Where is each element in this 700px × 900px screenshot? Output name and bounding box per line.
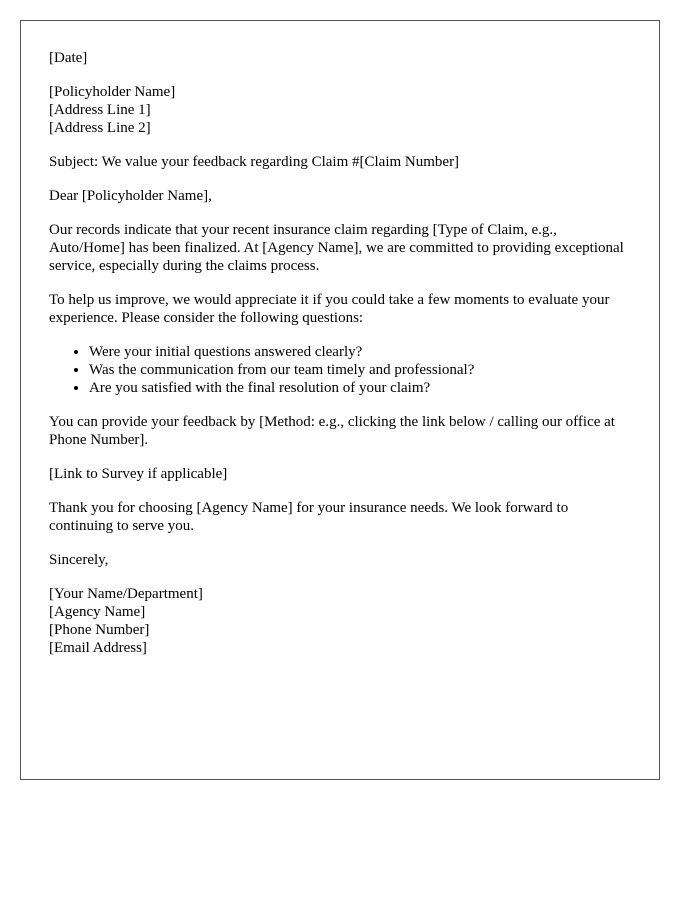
feedback-question: • Was the communication from our team timely and professional? — [89, 361, 631, 379]
letter-page — [20, 20, 660, 780]
feedback-questions-list — [49, 343, 631, 397]
feedback-question: • Were your initial questions answered clearly? — [89, 343, 631, 361]
signature-phone-number: [Phone Number] — [49, 622, 150, 638]
letter-paragraph-evaluate: To help us improve, we would appreciate it if you could take a few moments to evaluate your experience. Please consider the following questions: — [49, 292, 610, 326]
signature-block — [49, 585, 631, 657]
letter-paragraph-feedback-method: You can provide your feedback by [Method: e.g., clicking the link below / calling our office at Phone Number]. — [49, 414, 615, 448]
signature-email-address: [Email Address] — [49, 640, 147, 656]
letter-paragraph-thank-you: Thank you for choosing [Agency Name] for your insurance needs. We look forward to continuing to serve you. — [49, 500, 569, 534]
signature-name-department: [Your Name/Department] — [49, 586, 203, 602]
letter-closing: Sincerely, — [49, 552, 109, 568]
signature-agency-name: [Agency Name] — [49, 604, 146, 620]
letter-paragraph-claim-finalized: Our records indicate that your recent insurance claim regarding [Type of Claim, e.g., Auto/Home] has been finalized. At [Agency Name], we are committed to providing exceptional service, especially during the claims process. — [49, 222, 624, 274]
recipient-address-line-1: [Address Line 1] — [49, 102, 151, 118]
recipient-name: [Policyholder Name] — [49, 84, 176, 100]
recipient-address-block — [49, 83, 631, 137]
feedback-question: • Are you satisfied with the final resolution of your claim? — [89, 379, 631, 397]
letter-salutation: Dear [Policyholder Name], — [49, 188, 212, 204]
letter-date: [Date] — [49, 50, 88, 66]
recipient-address-line-2: [Address Line 2] — [49, 120, 151, 136]
survey-link-placeholder: [Link to Survey if applicable] — [49, 466, 228, 482]
letter-subject: Subject: We value your feedback regarding Claim #[Claim Number] — [49, 154, 460, 170]
